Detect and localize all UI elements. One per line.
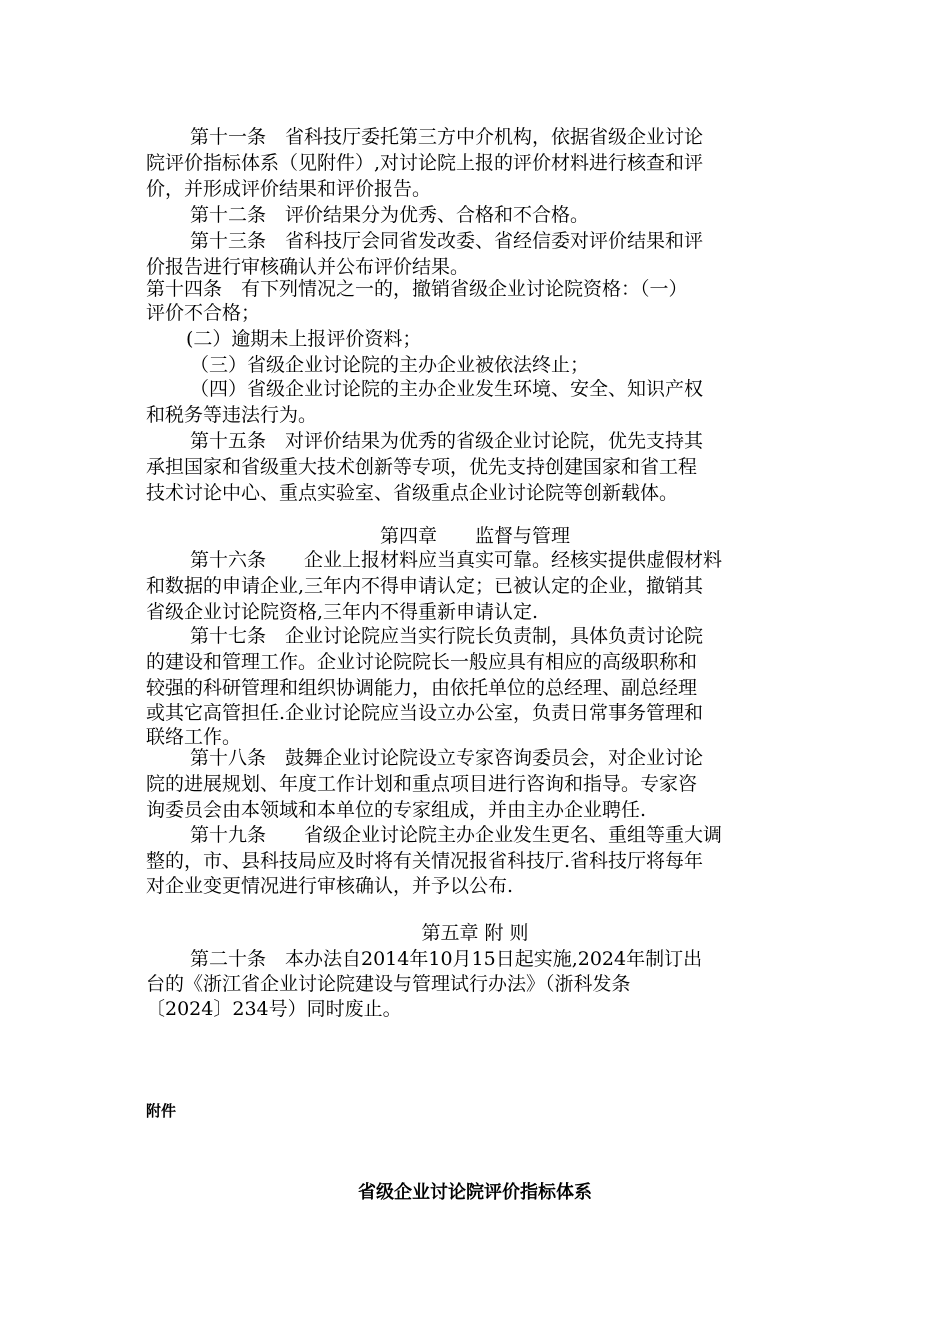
- article-13-line-2: 价报告进行审核确认并公布评价结果。: [146, 256, 470, 278]
- article-16-line-2: 和数据的申请企业,三年内不得申请认定；已被认定的企业，撤销其: [146, 575, 704, 597]
- article-15-line-1: 第十五条 对评价结果为优秀的省级企业讨论院，优先支持其: [190, 430, 704, 452]
- annex-label: 附件: [146, 1102, 177, 1120]
- article-17-line-3: 较强的科研管理和组织协调能力，由依托单位的总经理、副总经理: [146, 677, 698, 699]
- article-13-line-1: 第十三条 省科技厅会同省发改委、省经信委对评价结果和评: [190, 230, 704, 252]
- article-19-line-3: 对企业变更情况进行审核确认，并予以公布.: [146, 875, 514, 897]
- annex-title: 省级企业讨论院评价指标体系: [358, 1182, 592, 1203]
- article-14-item-3: （三）省级企业讨论院的主办企业被依法终止；: [190, 354, 590, 376]
- article-20-line-3: 〔2024〕234号）同时废止。: [146, 998, 402, 1020]
- chapter-4-heading: 第四章 监督与管理: [379, 525, 570, 547]
- article-15-line-2: 承担国家和省级重大技术创新等专项，优先支持创建国家和省工程: [146, 456, 698, 478]
- article-18-line-2: 院的进展规划、年度工作计划和重点项目进行咨询和指导。专家咨: [146, 773, 698, 795]
- article-18-line-3: 询委员会由本领域和本单位的专家组成，并由主办企业聘任.: [146, 799, 647, 821]
- article-20-line-1: 第二十条 本办法自2014年10月15日起实施,2024年制订出: [190, 948, 703, 970]
- article-19-line-2: 整的，市、县科技局应及时将有关情况报省科技厅.省科技厅将每年: [146, 850, 704, 872]
- article-16-line-3: 省级企业讨论院资格,三年内不得重新申请认定.: [146, 601, 539, 623]
- article-20-line-2: 台的《浙江省企业讨论院建设与管理试行办法》（浙科发条: [146, 973, 631, 995]
- article-14-item-2: (二）逾期未上报评价资料；: [186, 328, 422, 350]
- article-17-line-2: 的建设和管理工作。企业讨论院院长一般应具有相应的高级职称和: [146, 651, 698, 673]
- article-17-line-5: 联络工作。: [146, 726, 242, 748]
- chapter-5-heading: 第五章 附 则: [421, 922, 529, 944]
- article-11-line-1: 第十一条 省科技厅委托第三方中介机构，依据省级企业讨论: [190, 126, 704, 148]
- article-14-item-4-line-1: （四）省级企业讨论院的主办企业发生环境、安全、知识产权: [190, 378, 704, 400]
- article-18-line-1: 第十八条 鼓舞企业讨论院设立专家咨询委员会，对企业讨论: [190, 747, 704, 769]
- article-15-line-3: 技术讨论中心、重点实验室、省级重点企业讨论院等创新载体。: [146, 482, 679, 504]
- article-14-item-4-line-2: 和税务等违法行为。: [146, 404, 318, 426]
- article-17-line-1: 第十七条 企业讨论院应当实行院长负责制，具体负责讨论院: [190, 625, 704, 647]
- article-19-line-1: 第十九条 省级企业讨论院主办企业发生更名、重组等重大调: [190, 824, 723, 846]
- article-11-line-3: 价，并形成评价结果和评价报告。: [146, 178, 432, 200]
- article-14-line-1: 第十四条 有下列情况之一的，撤销省级企业讨论院资格：（一）: [146, 278, 688, 300]
- article-17-line-4: 或其它高管担任.企业讨论院应当设立办公室，负责日常事务管理和: [146, 702, 704, 724]
- article-11-line-2: 院评价指标体系（见附件）,对讨论院上报的评价材料进行核查和评: [146, 152, 704, 174]
- article-14-line-2: 评价不合格；: [146, 302, 261, 324]
- article-12-line-1: 第十二条 评价结果分为优秀、合格和不合格。: [190, 204, 590, 226]
- article-16-line-1: 第十六条 企业上报材料应当真实可靠。经核实提供虚假材料: [190, 549, 723, 571]
